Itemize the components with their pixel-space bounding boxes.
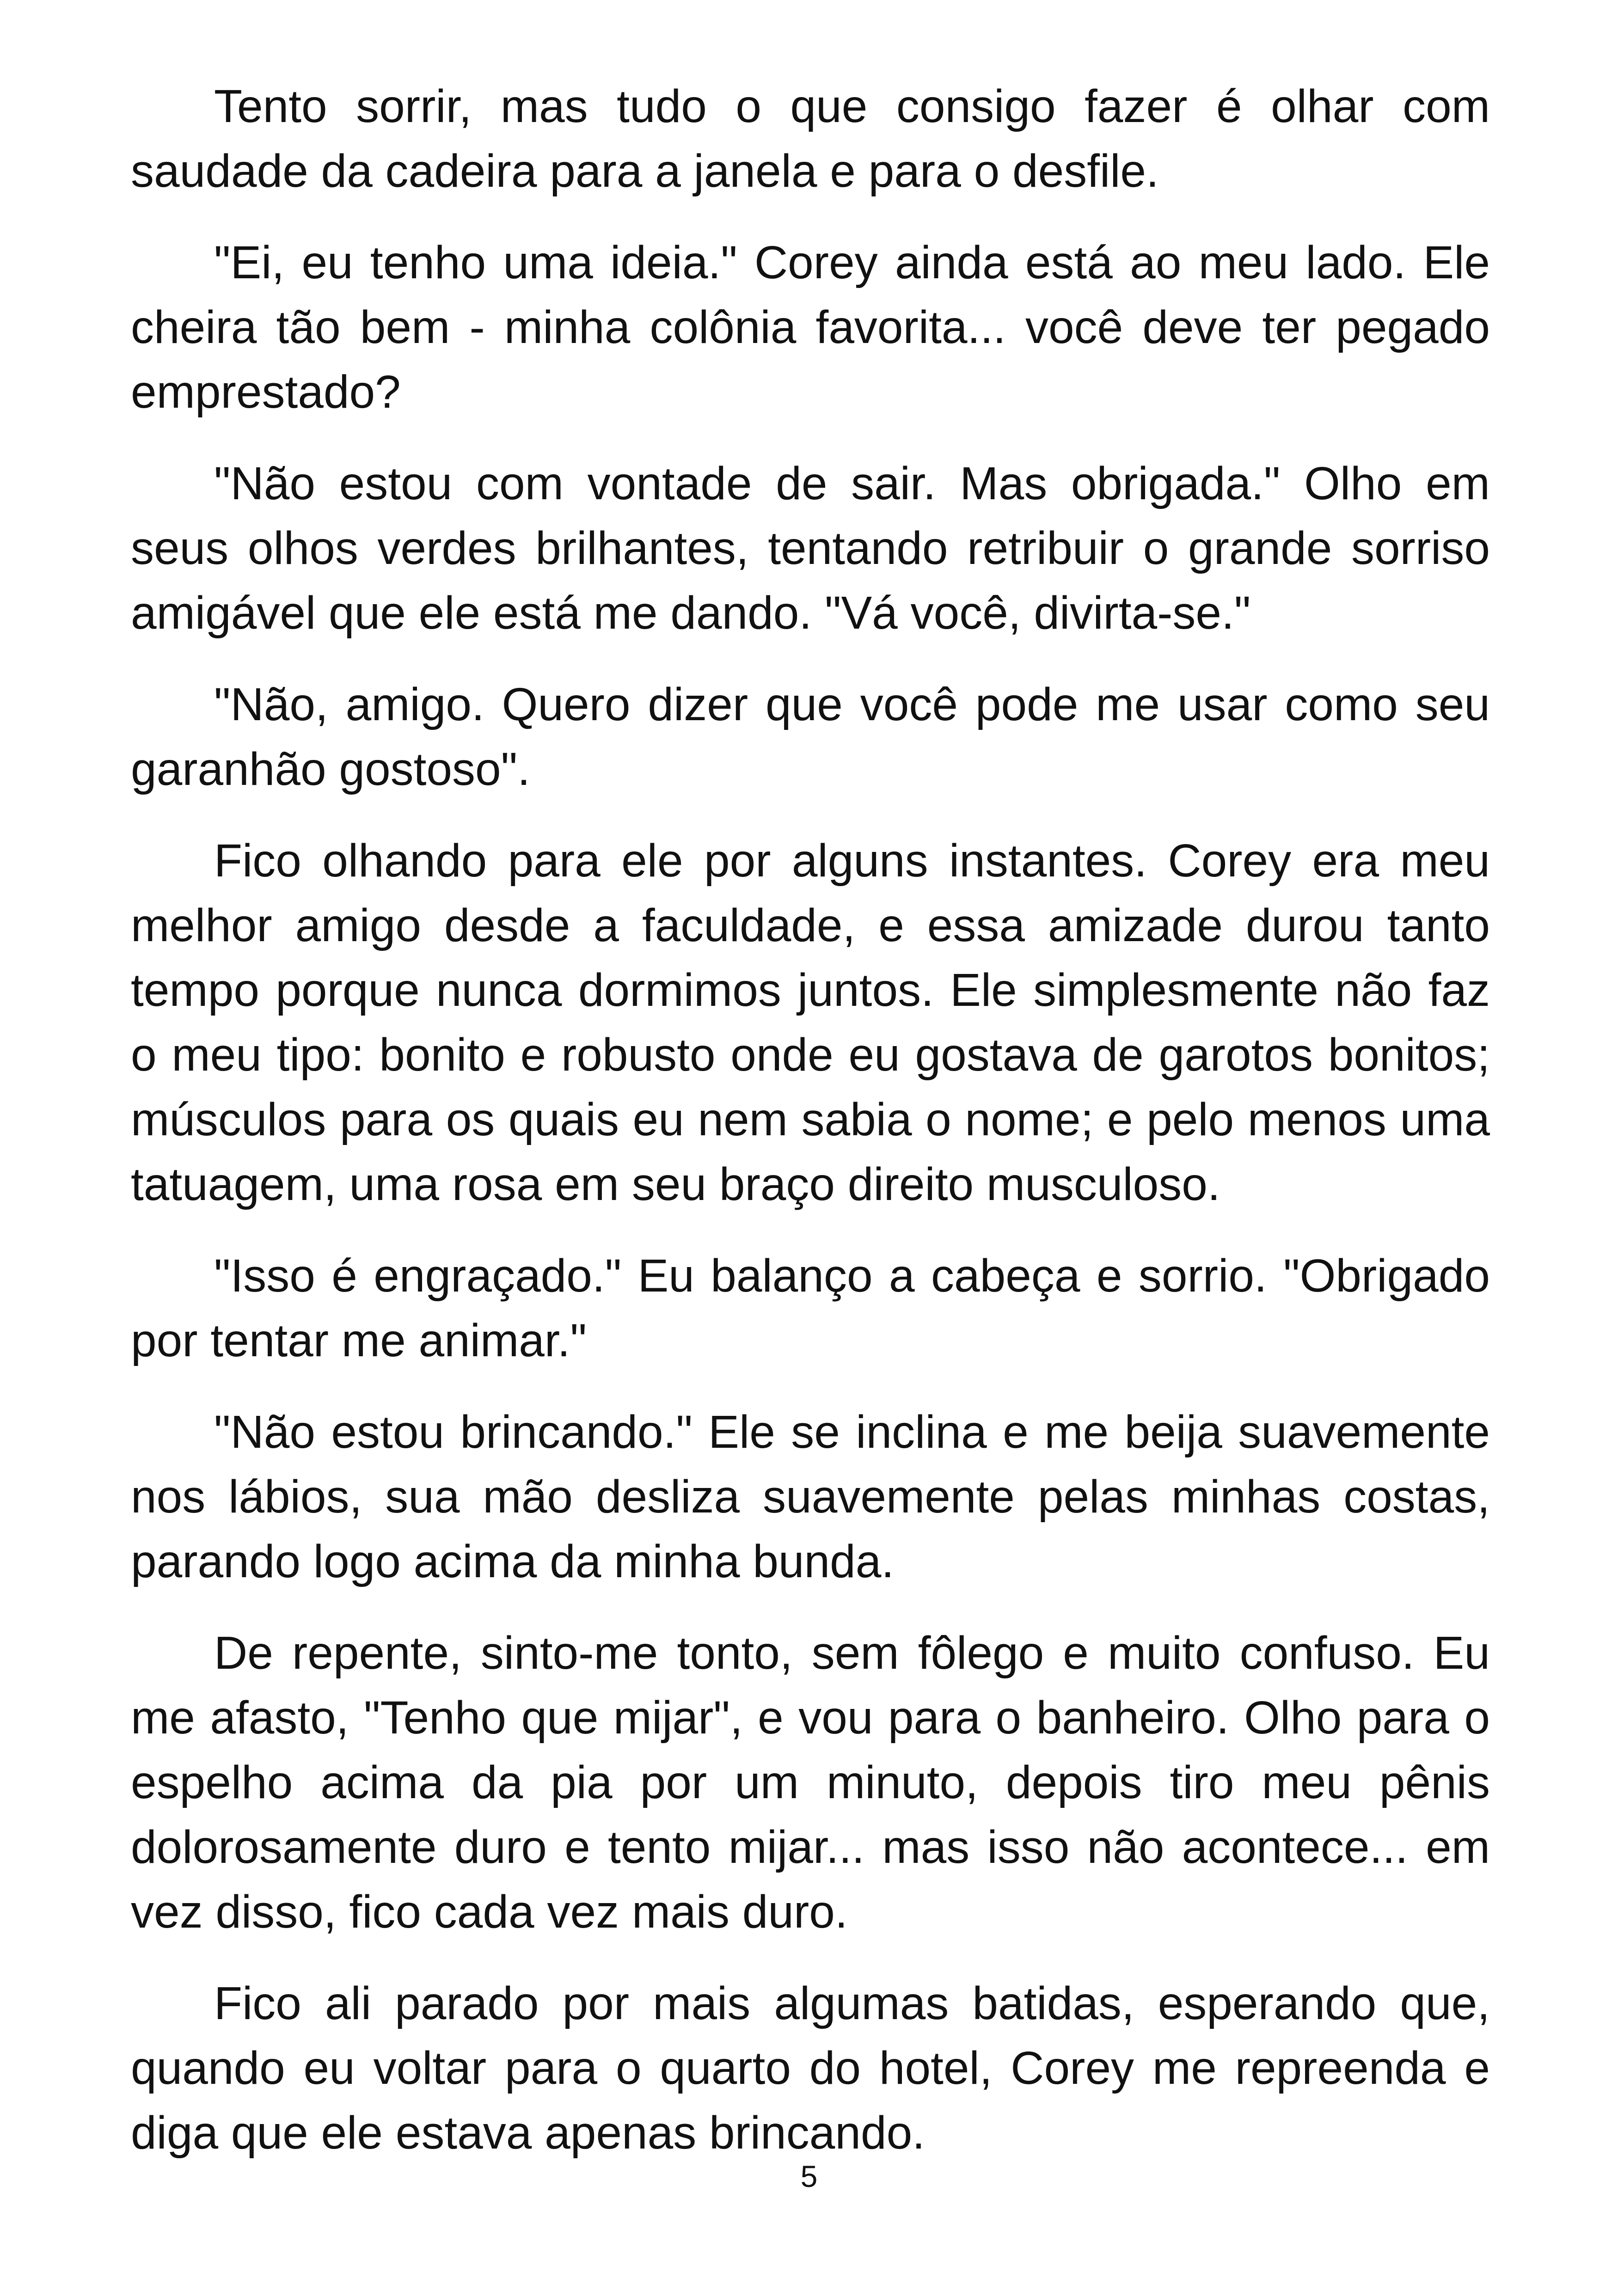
paragraph: Fico olhando para ele por alguns instantes. Corey era meu melhor amigo desde a faculdade, e essa amizade durou tanto tempo porque nunca dormimos juntos. Ele simplesmente não faz o meu tipo: bonito e robusto onde eu gostava de garotos bonitos; músculos para os quais eu nem sabia o nome; e pelo menos uma tatuagem, uma rosa em seu braço direito musculoso.: [131, 835, 1490, 1210]
paragraph: "Isso é engraçado." Eu balanço a cabeça e sorrio. "Obrigado por tentar me animar.": [131, 1250, 1490, 1366]
paragraph: Fico ali parado por mais algumas batidas, esperando que, quando eu voltar para o quarto do hotel, Corey me repreenda e diga que ele estava apenas brincando.: [131, 1978, 1490, 2159]
paragraph: "Não estou brincando." Ele se inclina e me beija suavemente nos lábios, sua mão desliza suavemente pelas minhas costas, parando logo acima da minha bunda.: [131, 1406, 1490, 1587]
paragraph: "Não estou com vontade de sair. Mas obrigada." Olho em seus olhos verdes brilhantes, tentando retribuir o grande sorriso amigável que ele está me dando. "Vá você, divirta-se.": [131, 458, 1490, 639]
paragraph: "Ei, eu tenho uma ideia." Corey ainda está ao meu lado. Ele cheira tão bem - minha colônia favorita... você deve ter pegado emprestado?: [131, 237, 1490, 418]
paragraph: "Não, amigo. Quero dizer que você pode me usar como seu garanhão gostoso".: [131, 679, 1490, 795]
body-text: [131, 74, 1490, 2192]
paragraph: Tento sorrir, mas tudo o que consigo fazer é olhar com saudade da cadeira para a janela e para o desfile.: [131, 80, 1490, 197]
paragraph: De repente, sinto-me tonto, sem fôlego e muito confuso. Eu me afasto, "Tenho que mijar", e vou para o banheiro. Olho para o espelho acima da pia por um minuto, depois tiro meu pênis dolorosamente duro e tento mijar... mas isso não acontece... em vez disso, fico cada vez mais duro.: [131, 1627, 1490, 1938]
page-number: 5: [800, 2159, 818, 2193]
